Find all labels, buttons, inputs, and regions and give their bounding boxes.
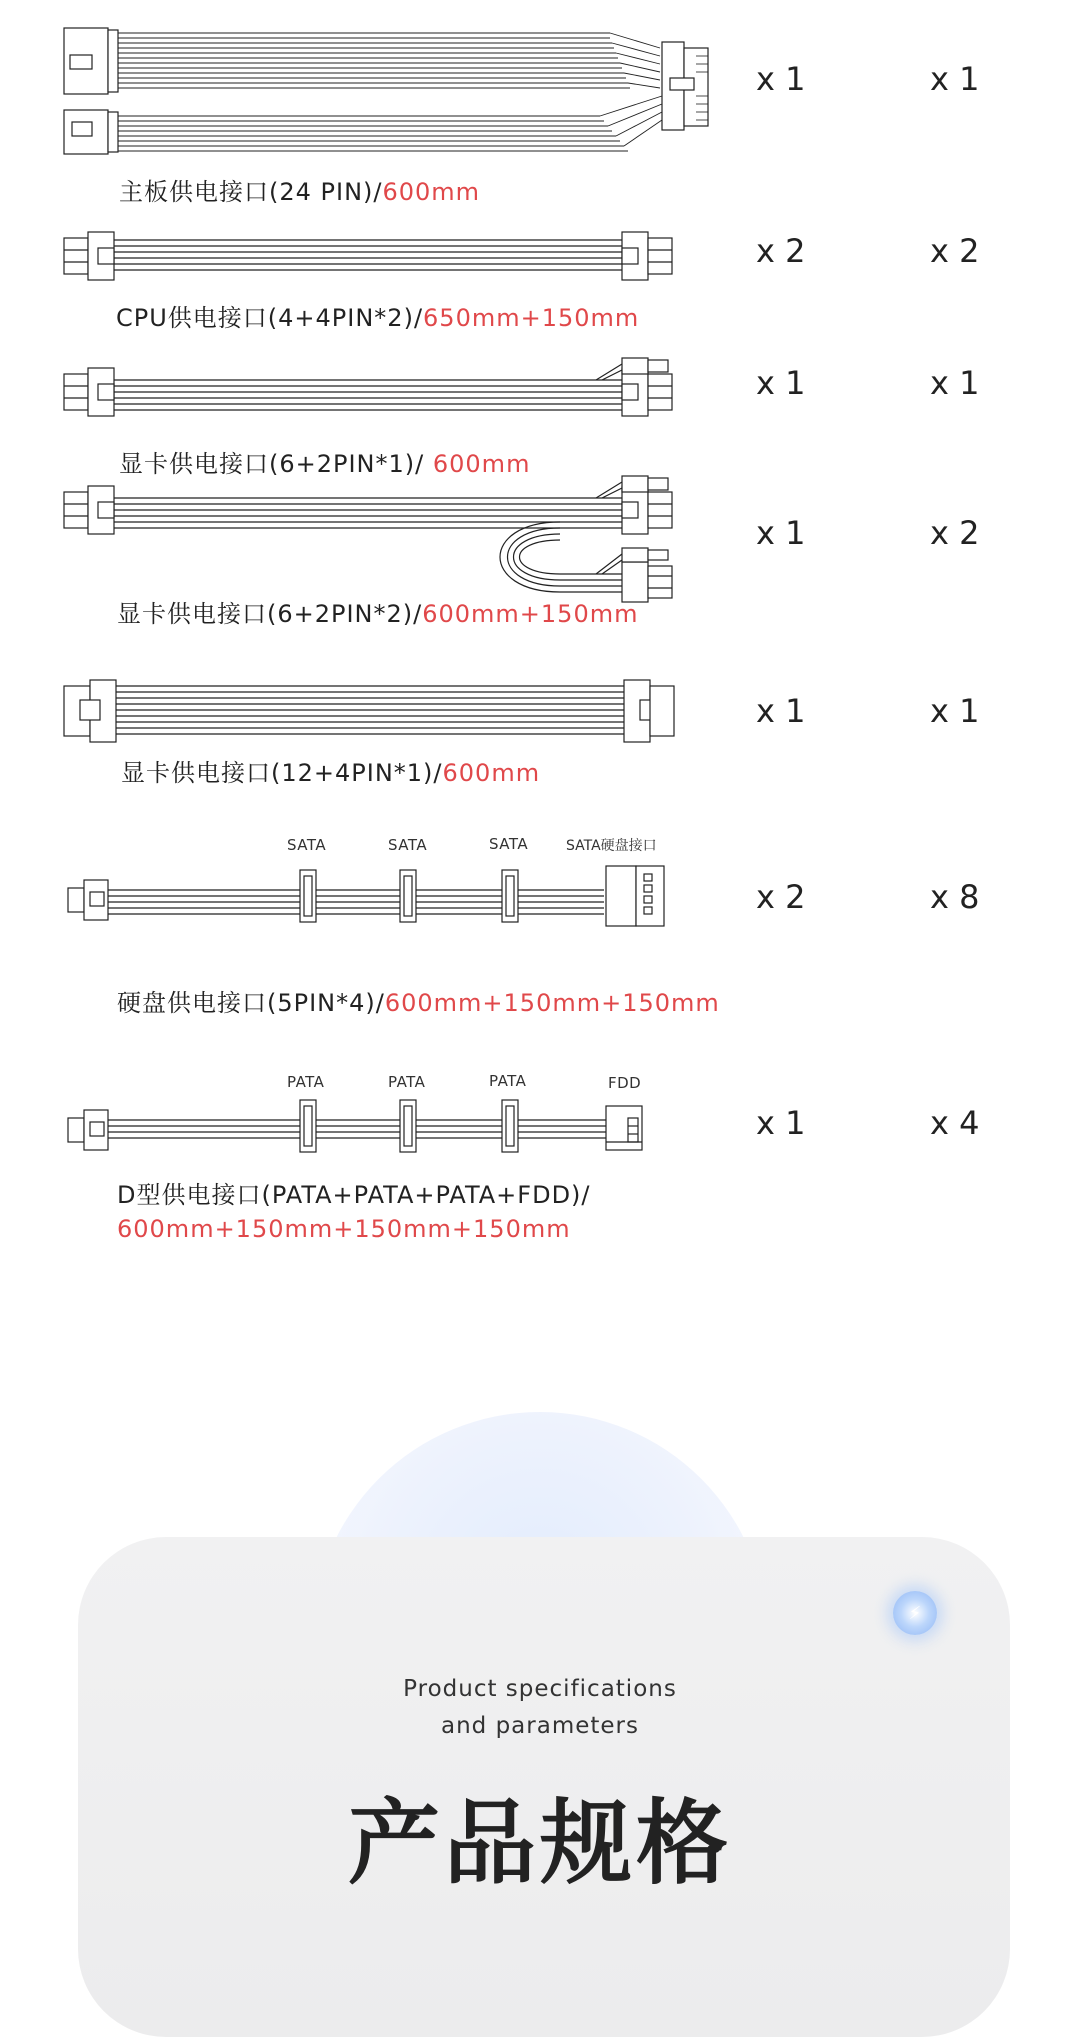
cable-label-12vhpwr bbox=[121, 753, 540, 788]
qty-b-24pin: x 1 bbox=[930, 60, 980, 98]
qty-a-sata: x 2 bbox=[756, 878, 806, 916]
cable-label-gpu-6plus2 bbox=[119, 444, 530, 479]
connector-tag-sata-2: SATA bbox=[388, 836, 428, 854]
cable-length: 600mm+150mm+150mm+150mm bbox=[117, 1215, 571, 1243]
connector-tag-sata-3: SATA bbox=[489, 835, 529, 853]
cable-12vhpwr-drawing bbox=[64, 680, 674, 742]
cable-label-gpu-dual bbox=[117, 594, 638, 629]
cable-name: D型供电接口(PATA+PATA+PATA+FDD)/ bbox=[117, 1181, 591, 1209]
qty-a-gpu-dual: x 1 bbox=[756, 514, 806, 552]
qty-b-12vhpwr: x 1 bbox=[930, 692, 980, 730]
connector-tag-pata-1: PATA bbox=[287, 1073, 325, 1091]
cable-name: 显卡供电接口(12+4PIN*1)/ bbox=[121, 759, 443, 787]
cable-label-24pin bbox=[119, 172, 480, 207]
cable-label-pata bbox=[117, 1175, 591, 1210]
cable-name: 显卡供电接口(6+2PIN*1)/ bbox=[119, 450, 433, 478]
cable-gpu-6plus2-drawing bbox=[64, 358, 672, 416]
cable-length: 650mm+150mm bbox=[423, 304, 640, 332]
cable-name: 显卡供电接口(6+2PIN*2)/ bbox=[117, 600, 423, 628]
cable-name: 主板供电接口(24 PIN)/ bbox=[119, 178, 383, 206]
qty-a-24pin: x 1 bbox=[756, 60, 806, 98]
connector-tag-pata-2: PATA bbox=[388, 1073, 426, 1091]
cable-name: CPU供电接口(4+4PIN*2)/ bbox=[116, 304, 424, 332]
qty-a-pata: x 1 bbox=[756, 1104, 806, 1142]
cable-label-pata-length bbox=[117, 1215, 571, 1243]
connector-tag-sata-1: SATA bbox=[287, 836, 327, 854]
cable-length: 600mm bbox=[382, 178, 481, 206]
cable-cpu-drawing bbox=[64, 232, 672, 280]
qty-b-sata: x 8 bbox=[930, 878, 980, 916]
cable-name: 硬盘供电接口(5PIN*4)/ bbox=[117, 989, 385, 1017]
spec-title: 产品规格 bbox=[347, 1790, 732, 1897]
qty-b-gpu-dual: x 2 bbox=[930, 514, 980, 552]
cable-pata-drawing bbox=[68, 1100, 642, 1152]
qty-a-gpu-6plus2: x 1 bbox=[756, 364, 806, 402]
qty-a-12vhpwr: x 1 bbox=[756, 692, 806, 730]
spec-subtitle-line1: Product specifications bbox=[403, 1676, 677, 1702]
cable-gpu-dual-drawing bbox=[64, 476, 672, 602]
cable-label-sata bbox=[117, 983, 720, 1018]
cable-length: 600mm bbox=[442, 759, 541, 787]
cable-sata-drawing bbox=[68, 866, 664, 926]
connector-tag-fdd: FDD bbox=[608, 1074, 642, 1092]
qty-b-pata: x 4 bbox=[930, 1104, 980, 1142]
connector-tag-pata-3: PATA bbox=[489, 1072, 527, 1090]
qty-b-gpu-6plus2: x 1 bbox=[930, 364, 980, 402]
qty-a-cpu: x 2 bbox=[756, 232, 806, 270]
cable-length: 600mm+150mm bbox=[422, 600, 639, 628]
cable-length: 600mm bbox=[432, 450, 531, 478]
lightning-icon: ⚡ bbox=[893, 1591, 937, 1635]
cable-label-cpu bbox=[116, 298, 639, 333]
spec-subtitle-line2: and parameters bbox=[441, 1713, 639, 1739]
connector-tag-sata-drive: SATA硬盘接口 bbox=[566, 838, 657, 854]
cable-24pin-drawing bbox=[64, 28, 708, 154]
cable-length: 600mm+150mm+150mm bbox=[384, 989, 720, 1017]
qty-b-cpu: x 2 bbox=[930, 232, 980, 270]
